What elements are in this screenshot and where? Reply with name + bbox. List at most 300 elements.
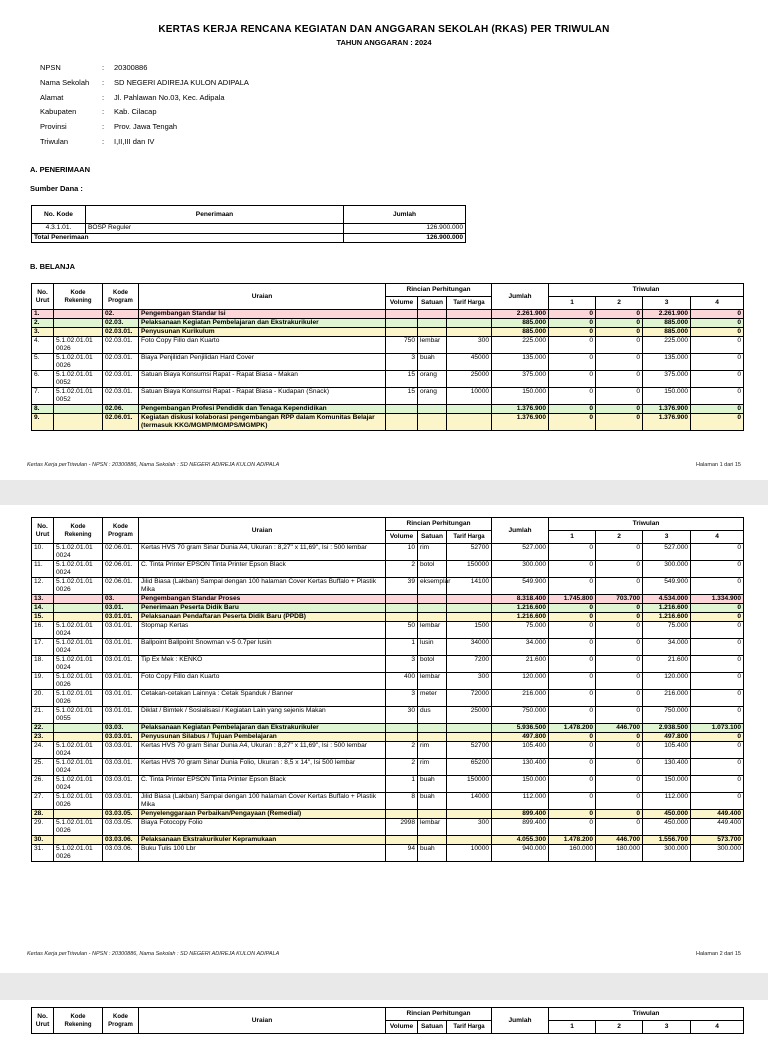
cell-t4: 0 bbox=[691, 793, 744, 810]
cell-satuan: lembar bbox=[418, 337, 447, 354]
info-row: Alamat : Jl. Pahlawan No.03, Kec. Adipala bbox=[40, 92, 225, 102]
cell-satuan bbox=[418, 328, 447, 337]
section-row bbox=[32, 733, 744, 742]
section-row bbox=[32, 319, 744, 328]
cell-no: 11. bbox=[32, 561, 54, 578]
cell-satuan: rim bbox=[418, 544, 447, 561]
cell-t4: 0 bbox=[691, 328, 744, 337]
cell-tarif: 300 bbox=[447, 819, 492, 836]
cell-kode-rekening: 5.1.02.01.01 0024 bbox=[54, 759, 103, 776]
cell-kode-rekening bbox=[54, 319, 103, 328]
cell-volume bbox=[386, 595, 418, 604]
cell-t3: 450.000 bbox=[643, 810, 691, 819]
cell-kode-program: 03.01.01. bbox=[103, 622, 139, 639]
cell-satuan: botol bbox=[418, 656, 447, 673]
cell-satuan: buah bbox=[418, 845, 447, 862]
header-satuan: Satuan bbox=[418, 531, 447, 544]
cell-t2: 0 bbox=[596, 578, 643, 595]
cell-kode-rekening: 5.1.02.01.01 0055 bbox=[54, 707, 103, 724]
cell-kode-rekening: 5.1.02.01.01 0024 bbox=[54, 656, 103, 673]
cell-t4: 0 bbox=[691, 561, 744, 578]
cell-t2: 446.700 bbox=[596, 836, 643, 845]
cell-jumlah: 375.000 bbox=[492, 371, 549, 388]
cell-jumlah: 75.000 bbox=[492, 622, 549, 639]
cell-volume: 15 bbox=[386, 388, 418, 405]
cell-no: 25. bbox=[32, 759, 54, 776]
cell-kode-program: 03.03. bbox=[103, 724, 139, 733]
cell-uraian: Penyusunan Kurikulum bbox=[139, 328, 386, 337]
section-row bbox=[32, 613, 744, 622]
section-belanja: B. BELANJA bbox=[30, 262, 76, 271]
header-rincian: Rincian Perhitungan bbox=[386, 284, 492, 297]
cell-uraian: Diklat / Bimtek / Sosialisasi / Kegiatan Lain yang sejenis Makan bbox=[139, 707, 386, 724]
cell-satuan: lembar bbox=[418, 622, 447, 639]
cell-kode-rekening: 5.1.02.01.01 0026 bbox=[54, 845, 103, 862]
cell-t4: 573.700 bbox=[691, 836, 744, 845]
cell-t1: 0 bbox=[549, 639, 596, 656]
cell-satuan: lusin bbox=[418, 639, 447, 656]
cell-no: 17. bbox=[32, 639, 54, 656]
cell-kode-program: 03.01.01. bbox=[103, 656, 139, 673]
table-row bbox=[32, 388, 744, 405]
cell-tarif: 14000 bbox=[447, 793, 492, 810]
cell-uraian: Pengembangan Standar Proses bbox=[139, 595, 386, 604]
cell-satuan bbox=[418, 319, 447, 328]
cell-volume: 2998 bbox=[386, 819, 418, 836]
cell-t4: 0 bbox=[691, 759, 744, 776]
cell-t4: 0 bbox=[691, 707, 744, 724]
document-page-3 bbox=[0, 1000, 768, 1040]
cell-uraian: Biaya Penjilidan Penjilidan Hard Cover bbox=[139, 354, 386, 371]
cell-t4: 0 bbox=[691, 604, 744, 613]
header-jumlah: Jumlah bbox=[492, 518, 549, 544]
cell-no: 29. bbox=[32, 819, 54, 836]
cell-satuan: orang bbox=[418, 371, 447, 388]
header-no-urut: No. Urut bbox=[32, 284, 54, 310]
cell-kode-program: 02.03.01. bbox=[103, 328, 139, 337]
page-footer: Kertas Kerja perTriwulan - NPSN : 20300886, Nama Sekolah : SD NEGERI ADIREJA KULON ADIPALA bbox=[27, 462, 280, 468]
cell-no: 13. bbox=[32, 595, 54, 604]
header-t3: 3 bbox=[643, 1021, 691, 1034]
cell-kode-program: 03.03.01. bbox=[103, 759, 139, 776]
cell-uraian: Ballpoint Ballpoint Snowman v-5 0.7per lusin bbox=[139, 639, 386, 656]
cell-satuan bbox=[418, 595, 447, 604]
cell-jumlah: 1.376.900 bbox=[492, 414, 549, 431]
cell-jumlah: 21.600 bbox=[492, 656, 549, 673]
header-jumlah: Jumlah bbox=[344, 206, 466, 224]
cell-satuan bbox=[418, 613, 447, 622]
header-rincian: Rincian Perhitungan bbox=[386, 1008, 492, 1021]
cell-tarif bbox=[447, 328, 492, 337]
cell-tarif bbox=[447, 595, 492, 604]
cell-t1: 0 bbox=[549, 759, 596, 776]
cell-t1: 1.478.200 bbox=[549, 836, 596, 845]
cell-tarif bbox=[447, 613, 492, 622]
cell-volume bbox=[386, 724, 418, 733]
header-kode-program: Kode Program bbox=[103, 518, 139, 544]
cell-t4: 0 bbox=[691, 544, 744, 561]
cell-kode-program: 02.06.01. bbox=[103, 561, 139, 578]
cell-kode-program: 03.03.01. bbox=[103, 733, 139, 742]
cell-no: 6. bbox=[32, 371, 54, 388]
cell-uraian: Jilid Biasa (Lakban) Sampai dengan 100 halaman Cover Kertas Buffalo + Plastik Mika bbox=[139, 793, 386, 810]
cell-volume: 2 bbox=[386, 759, 418, 776]
cell-t4: 0 bbox=[691, 656, 744, 673]
cell-uraian: Kertas HVS 70 gram Sinar Dunia A4, Ukuran : 8,27" x 11,69", Isi : 500 lembar bbox=[139, 742, 386, 759]
cell-kode-rekening: 5.1.02.01.01 0026 bbox=[54, 673, 103, 690]
cell-t4: 0 bbox=[691, 319, 744, 328]
cell-kode-rekening: 5.1.02.01.01 0024 bbox=[54, 561, 103, 578]
header-tarif: Tarif Harga bbox=[447, 531, 492, 544]
cell-t4: 0 bbox=[691, 414, 744, 431]
cell-volume: 8 bbox=[386, 793, 418, 810]
cell-satuan: buah bbox=[418, 776, 447, 793]
cell-t3: 375.000 bbox=[643, 371, 691, 388]
cell-tarif: 10000 bbox=[447, 845, 492, 862]
cell-jumlah: 120.000 bbox=[492, 673, 549, 690]
cell-satuan bbox=[418, 836, 447, 845]
cell-volume bbox=[386, 328, 418, 337]
cell-t3: 300.000 bbox=[643, 561, 691, 578]
cell-t1: 0 bbox=[549, 337, 596, 354]
cell-satuan bbox=[418, 414, 447, 431]
cell-jumlah: 1.216.600 bbox=[492, 604, 549, 613]
header-volume: Volume bbox=[386, 531, 418, 544]
cell-t3: 1.556.700 bbox=[643, 836, 691, 845]
cell-jumlah: 885.000 bbox=[492, 328, 549, 337]
section-row bbox=[32, 310, 744, 319]
cell-tarif: 65200 bbox=[447, 759, 492, 776]
belanja-table-page-1 bbox=[31, 283, 744, 431]
cell-t2: 0 bbox=[596, 337, 643, 354]
cell-volume: 750 bbox=[386, 337, 418, 354]
cell-no: 20. bbox=[32, 690, 54, 707]
cell-tarif: 34000 bbox=[447, 639, 492, 656]
cell-t1: 0 bbox=[549, 578, 596, 595]
cell-no: 19. bbox=[32, 673, 54, 690]
header-tarif: Tarif Harga bbox=[447, 297, 492, 310]
cell-kode-program: 03.03.05. bbox=[103, 819, 139, 836]
cell-jumlah: 34.000 bbox=[492, 639, 549, 656]
cell-no: 1. bbox=[32, 310, 54, 319]
cell-tarif: 1500 bbox=[447, 622, 492, 639]
cell-jumlah: 885.000 bbox=[492, 319, 549, 328]
cell-satuan: botol bbox=[418, 561, 447, 578]
cell-jumlah: 225.000 bbox=[492, 337, 549, 354]
cell-no: 22. bbox=[32, 724, 54, 733]
cell-t3: 4.534.000 bbox=[643, 595, 691, 604]
cell-t1: 0 bbox=[549, 622, 596, 639]
cell-jumlah: 135.000 bbox=[492, 354, 549, 371]
cell-kode-program: 03.01.01. bbox=[103, 613, 139, 622]
header-t1: 1 bbox=[549, 1021, 596, 1034]
cell-jumlah: 899.400 bbox=[492, 810, 549, 819]
table-row bbox=[32, 845, 744, 862]
cell-tarif: 14100 bbox=[447, 578, 492, 595]
cell-volume bbox=[386, 310, 418, 319]
cell-kode-rekening bbox=[54, 613, 103, 622]
cell-kode-rekening bbox=[54, 724, 103, 733]
cell-t3: 1.216.600 bbox=[643, 613, 691, 622]
cell-kode-program: 02.03. bbox=[103, 319, 139, 328]
cell-kode-rekening: 5.1.02.01.01 0024 bbox=[54, 544, 103, 561]
cell-jumlah: 1.376.900 bbox=[492, 405, 549, 414]
cell-kode-program: 03.03.06. bbox=[103, 836, 139, 845]
table-row bbox=[32, 578, 744, 595]
cell-volume bbox=[386, 810, 418, 819]
header-kode-rekening: Kode Rekening bbox=[54, 518, 103, 544]
cell-tarif bbox=[447, 405, 492, 414]
cell-t1: 0 bbox=[549, 742, 596, 759]
cell-jumlah: 549.900 bbox=[492, 578, 549, 595]
cell-volume: 1 bbox=[386, 776, 418, 793]
cell-kode-rekening bbox=[54, 604, 103, 613]
cell-volume: 3 bbox=[386, 354, 418, 371]
cell-kode-rekening bbox=[54, 810, 103, 819]
info-row: Nama Sekolah : SD NEGERI ADIREJA KULON ADIPALA bbox=[40, 77, 249, 87]
cell-t3: 2.261.900 bbox=[643, 310, 691, 319]
cell-tarif: 45000 bbox=[447, 354, 492, 371]
cell-no: 3. bbox=[32, 328, 54, 337]
cell-no: 9. bbox=[32, 414, 54, 431]
cell-t3: 549.900 bbox=[643, 578, 691, 595]
cell-jumlah: 899.400 bbox=[492, 819, 549, 836]
cell-kode-rekening: 5.1.02.01.01 0052 bbox=[54, 388, 103, 405]
cell-kode-program: 03.01.01. bbox=[103, 690, 139, 707]
cell-satuan: lembar bbox=[418, 819, 447, 836]
cell-t4: 0 bbox=[691, 742, 744, 759]
cell-t4: 0 bbox=[691, 776, 744, 793]
cell-tarif bbox=[447, 724, 492, 733]
cell-uraian: Pengembangan Profesi Pendidik dan Tenaga Kependidikan bbox=[139, 405, 386, 414]
header-t2: 2 bbox=[596, 297, 643, 310]
cell-satuan: buah bbox=[418, 354, 447, 371]
cell-volume bbox=[386, 414, 418, 431]
cell-t3: 1.376.900 bbox=[643, 414, 691, 431]
cell-uraian: Jilid Biasa (Lakban) Sampai dengan 100 halaman Cover Kertas Buffalo + Plastik Mika bbox=[139, 578, 386, 595]
cell-jumlah: 5.936.500 bbox=[492, 724, 549, 733]
cell-no: 12. bbox=[32, 578, 54, 595]
cell-t4: 0 bbox=[691, 613, 744, 622]
cell-t3: 130.400 bbox=[643, 759, 691, 776]
cell-volume: 3 bbox=[386, 656, 418, 673]
cell-volume: 39 bbox=[386, 578, 418, 595]
cell-satuan: dus bbox=[418, 707, 447, 724]
cell-t4: 0 bbox=[691, 337, 744, 354]
cell-t1: 0 bbox=[549, 405, 596, 414]
header-t3: 3 bbox=[643, 297, 691, 310]
cell-kode-rekening bbox=[54, 414, 103, 431]
header-uraian: Uraian bbox=[139, 518, 386, 544]
cell-t2: 0 bbox=[596, 690, 643, 707]
cell-satuan: eksemplar bbox=[418, 578, 447, 595]
cell-satuan: orang bbox=[418, 388, 447, 405]
header-uraian: Uraian bbox=[139, 284, 386, 310]
cell-kode-program: 03.01.01. bbox=[103, 707, 139, 724]
section-row bbox=[32, 405, 744, 414]
header-kode-rekening: Kode Rekening bbox=[54, 284, 103, 310]
cell-t1: 0 bbox=[549, 793, 596, 810]
cell-t4: 0 bbox=[691, 310, 744, 319]
cell-volume bbox=[386, 319, 418, 328]
cell-t3: 300.000 bbox=[643, 845, 691, 862]
table-row bbox=[32, 561, 744, 578]
cell-satuan: lembar bbox=[418, 673, 447, 690]
cell-tarif bbox=[447, 414, 492, 431]
cell-tarif: 52700 bbox=[447, 544, 492, 561]
cell-t4: 0 bbox=[691, 639, 744, 656]
cell-t1: 0 bbox=[549, 819, 596, 836]
cell-t1: 0 bbox=[549, 810, 596, 819]
cell-volume: 50 bbox=[386, 622, 418, 639]
cell-tarif: 72000 bbox=[447, 690, 492, 707]
cell-kode-rekening bbox=[54, 836, 103, 845]
cell-t2: 0 bbox=[596, 371, 643, 388]
cell-jumlah: 940.000 bbox=[492, 845, 549, 862]
cell-kode-program: 03.03.05. bbox=[103, 810, 139, 819]
table-row bbox=[32, 371, 744, 388]
cell-t2: 0 bbox=[596, 707, 643, 724]
cell-t3: 497.800 bbox=[643, 733, 691, 742]
cell-t2: 0 bbox=[596, 759, 643, 776]
cell-t4: 0 bbox=[691, 673, 744, 690]
cell-t1: 0 bbox=[549, 604, 596, 613]
cell-t3: 21.600 bbox=[643, 656, 691, 673]
cell-volume: 15 bbox=[386, 371, 418, 388]
cell-t3: 527.000 bbox=[643, 544, 691, 561]
cell-kode-rekening bbox=[54, 310, 103, 319]
cell-uraian: Tip Ex Mek : KENKO bbox=[139, 656, 386, 673]
cell-t4: 449.400 bbox=[691, 810, 744, 819]
cell-volume: 2 bbox=[386, 561, 418, 578]
cell-t3: 135.000 bbox=[643, 354, 691, 371]
cell-volume: 30 bbox=[386, 707, 418, 724]
table-row bbox=[32, 742, 744, 759]
table-row bbox=[32, 819, 744, 836]
cell-uraian: Pengembangan Standar Isi bbox=[139, 310, 386, 319]
cell-t2: 0 bbox=[596, 810, 643, 819]
cell-tarif bbox=[447, 836, 492, 845]
cell-volume bbox=[386, 733, 418, 742]
cell-volume: 10 bbox=[386, 544, 418, 561]
header-t2: 2 bbox=[596, 1021, 643, 1034]
cell-t2: 0 bbox=[596, 414, 643, 431]
cell-t1: 0 bbox=[549, 656, 596, 673]
cell-t1: 0 bbox=[549, 673, 596, 690]
cell-volume: 1 bbox=[386, 639, 418, 656]
cell-uraian: Kertas HVS 70 gram Sinar Dunia Folio, Ukuran : 8,5 x 14", Isi 500 lembar bbox=[139, 759, 386, 776]
cell-t2: 0 bbox=[596, 622, 643, 639]
cell-t2: 0 bbox=[596, 544, 643, 561]
cell-uraian: Kertas HVS 70 gram Sinar Dunia A4, Ukuran : 8,27" x 11,69", Isi : 500 lembar bbox=[139, 544, 386, 561]
cell-tarif: 300 bbox=[447, 673, 492, 690]
header-kode-rekening: Kode Rekening bbox=[54, 1008, 103, 1034]
cell-no: 5. bbox=[32, 354, 54, 371]
table-row bbox=[32, 337, 744, 354]
cell-no: 21. bbox=[32, 707, 54, 724]
cell-volume: 400 bbox=[386, 673, 418, 690]
cell-tarif: 7200 bbox=[447, 656, 492, 673]
cell-uraian: Penyelenggaraan Perbaikan/Pengayaan (Remedial) bbox=[139, 810, 386, 819]
section-row bbox=[32, 414, 744, 431]
document-page-2 bbox=[0, 505, 768, 973]
table-row bbox=[32, 673, 744, 690]
cell-t1: 1.745.800 bbox=[549, 595, 596, 604]
cell-kode-program: 02.06.01. bbox=[103, 414, 139, 431]
cell-no: 4. bbox=[32, 337, 54, 354]
cell-t2: 0 bbox=[596, 604, 643, 613]
cell-tarif bbox=[447, 810, 492, 819]
cell-tarif bbox=[447, 604, 492, 613]
cell-t2: 0 bbox=[596, 328, 643, 337]
cell-t1: 0 bbox=[549, 310, 596, 319]
cell-t2: 0 bbox=[596, 388, 643, 405]
cell-t4: 300.000 bbox=[691, 845, 744, 862]
cell-t3: 750.000 bbox=[643, 707, 691, 724]
cell-uraian: Satuan Biaya Konsumsi Rapat - Rapat Biasa - Makan bbox=[139, 371, 386, 388]
school-info bbox=[40, 63, 249, 152]
cell-t2: 0 bbox=[596, 819, 643, 836]
cell-jumlah: 130.400 bbox=[492, 759, 549, 776]
cell-t3: 216.000 bbox=[643, 690, 691, 707]
cell-uraian: Pelaksanaan Ekstrakurikuler Kepramukaan bbox=[139, 836, 386, 845]
cell-jumlah: 2.261.900 bbox=[492, 310, 549, 319]
document-page-1 bbox=[0, 0, 768, 480]
cell-t4: 449.400 bbox=[691, 819, 744, 836]
cell-t4: 0 bbox=[691, 578, 744, 595]
cell-kode-program: 02.06.01. bbox=[103, 544, 139, 561]
table-row bbox=[32, 690, 744, 707]
cell-satuan bbox=[418, 733, 447, 742]
cell-uraian: Pelaksanaan Kegiatan Pembelajaran dan Ekstrakurikuler bbox=[139, 319, 386, 328]
cell-kode-rekening: 5.1.02.01.01 0024 bbox=[54, 776, 103, 793]
table-row bbox=[32, 776, 744, 793]
cell-uraian: Biaya Fotocopy Folio bbox=[139, 819, 386, 836]
cell-t3: 120.000 bbox=[643, 673, 691, 690]
cell-t1: 0 bbox=[549, 613, 596, 622]
cell-t4: 1.334.900 bbox=[691, 595, 744, 604]
cell-uraian: Foto Copy Fillo dan Kuarto bbox=[139, 337, 386, 354]
cell-volume bbox=[386, 836, 418, 845]
cell-jumlah: 150.000 bbox=[492, 776, 549, 793]
cell-no: 14. bbox=[32, 604, 54, 613]
cell-kode-rekening: 5.1.02.01.01 0024 bbox=[54, 639, 103, 656]
cell-t1: 1.478.200 bbox=[549, 724, 596, 733]
header-satuan: Satuan bbox=[418, 1021, 447, 1034]
cell-kode-program: 03.03.01. bbox=[103, 742, 139, 759]
header-t1: 1 bbox=[549, 531, 596, 544]
cell-satuan bbox=[418, 310, 447, 319]
cell-t2: 0 bbox=[596, 742, 643, 759]
header-t1: 1 bbox=[549, 297, 596, 310]
cell-t2: 0 bbox=[596, 793, 643, 810]
cell-no: 24. bbox=[32, 742, 54, 759]
penerimaan-table bbox=[31, 205, 466, 243]
header-jumlah: Jumlah bbox=[492, 1008, 549, 1034]
cell-uraian: Satuan Biaya Konsumsi Rapat - Rapat Biasa - Kudapan (Snack) bbox=[139, 388, 386, 405]
total-row: Total Penerimaan 126.900.000 bbox=[32, 234, 466, 243]
cell-t2: 446.700 bbox=[596, 724, 643, 733]
table-row bbox=[32, 639, 744, 656]
cell-jumlah: 8.318.400 bbox=[492, 595, 549, 604]
sumber-dana-label: Sumber Dana : bbox=[30, 184, 83, 193]
cell-t1: 0 bbox=[549, 733, 596, 742]
cell-uraian: C. Tinta Printer EPSON Tinta Printer Epson Black bbox=[139, 561, 386, 578]
cell-no: 26. bbox=[32, 776, 54, 793]
cell-t3: 105.400 bbox=[643, 742, 691, 759]
cell-volume: 3 bbox=[386, 690, 418, 707]
header-kode-program: Kode Program bbox=[103, 1008, 139, 1034]
